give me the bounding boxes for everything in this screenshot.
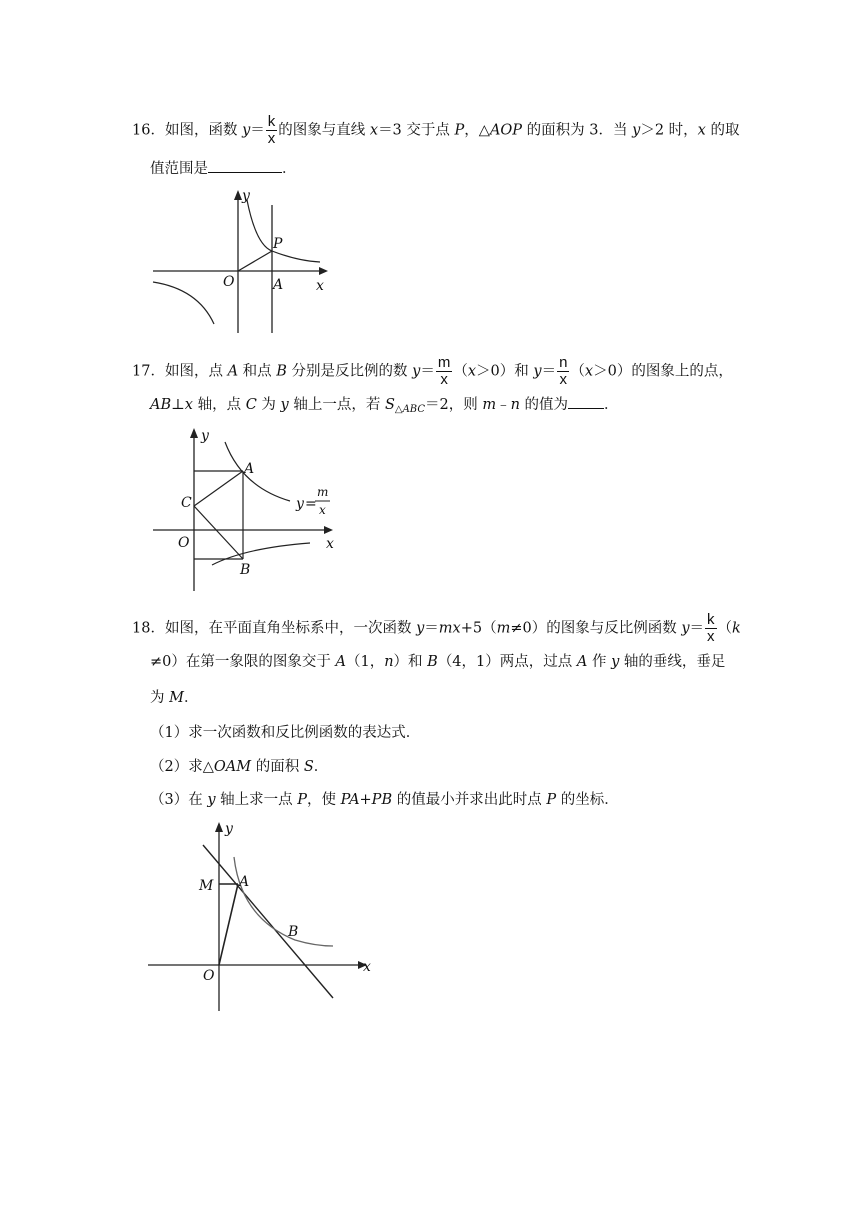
label-O: O — [178, 535, 190, 551]
q16-line2: 值范围是 ． — [150, 158, 297, 179]
segment-CB — [194, 506, 243, 559]
q17-fraction-n: $\frac{n}{x}$ — [559, 354, 568, 388]
answer-blank[interactable] — [568, 394, 604, 409]
q16-figure — [148, 185, 338, 335]
q18-line3: 为 M． — [150, 690, 199, 706]
q17-number: 17． — [132, 363, 165, 380]
x-axis-arrow — [319, 267, 328, 275]
label-B: B — [288, 924, 299, 940]
q18-line2: ≠0）在第一象限的图象交于 A（1，n）和 B（4，1）两点，过点 A 作 y 轴的垂线，垂足 — [150, 654, 726, 670]
label-B: B — [240, 562, 251, 578]
segment-OP — [238, 251, 272, 271]
label-x: x — [316, 278, 324, 294]
hyperbola-branch-q1 — [247, 200, 320, 262]
svg-text:m: m — [317, 485, 329, 499]
segment-OA — [219, 884, 238, 965]
q17-line2: AB⊥x 轴，点 C 为 y 轴上一点，若 $S_{\triangle ABC}=2$，则 m﹣n 的值为 ． — [150, 394, 619, 420]
q16-line1: 16．如图，函数 y＝ $\frac{k}{x}$ 的图象与直线 x＝3 交于点 P，△AOP 的面积为 3．当 y＞2 时，x 的取 — [132, 113, 740, 147]
hyperbola-k-over-x — [234, 857, 333, 946]
q18-line1: 18．如图，在平面直角坐标系中，一次函数 y＝mx+5（m≠0）的图象与反比例函数 y＝ $\frac{k}{x}$ （k — [132, 611, 741, 645]
q17-figure — [150, 425, 350, 593]
q18-sub3: （3）在 y 轴上求一点 P，使 PA+PB 的值最小并求出此时点 P 的坐标． — [150, 792, 619, 808]
y-axis-arrow — [234, 190, 242, 200]
label-O: O — [223, 274, 235, 290]
label-y: y — [242, 188, 250, 204]
q17-line1: 17．如图，点 A 和点 B 分别是反比例的数 y＝ $\frac{m}{x}$ （x＞0）和 y＝ $\frac{n}{x}$ （x＞0）的图象上的点， — [132, 354, 733, 388]
q18-number: 18． — [132, 620, 165, 637]
q18-fraction: $\frac{k}{x}$ — [707, 611, 715, 645]
hyperbola-branch-q3 — [153, 282, 214, 324]
label-P: P — [273, 236, 283, 252]
q18-sub2: （2）求△OAM 的面积 S． — [150, 759, 329, 775]
q18-figure — [145, 818, 380, 1013]
label-x: x — [326, 536, 334, 552]
label-x: x — [363, 959, 371, 975]
q16-number: 16． — [132, 122, 165, 139]
q18-sub1: （1）求一次函数和反比例函数的表达式． — [150, 725, 421, 741]
x-axis-arrow — [324, 526, 333, 534]
svg-text:x: x — [319, 503, 326, 517]
line-y-mx-plus-5 — [203, 845, 333, 998]
curve-label — [295, 485, 330, 517]
answer-blank[interactable] — [208, 158, 282, 173]
curve-n-over-x — [212, 543, 310, 565]
label-y: y — [225, 821, 233, 837]
q16-fraction: $\frac{k}{x}$ — [267, 113, 276, 147]
segment-CA — [194, 471, 243, 506]
label-O: O — [203, 968, 215, 984]
label-A: A — [273, 277, 284, 293]
label-y: y — [201, 428, 209, 444]
label-M: M — [199, 878, 214, 894]
label-A: A — [244, 461, 255, 477]
label-A: A — [239, 874, 250, 890]
q17-fraction-m: $\frac{m}{x}$ — [437, 354, 451, 388]
svg-text:=: = — [305, 496, 317, 512]
label-C: C — [181, 495, 192, 511]
y-axis-arrow — [190, 428, 198, 438]
svg-text:y: y — [296, 496, 304, 512]
y-axis-arrow — [215, 822, 223, 832]
